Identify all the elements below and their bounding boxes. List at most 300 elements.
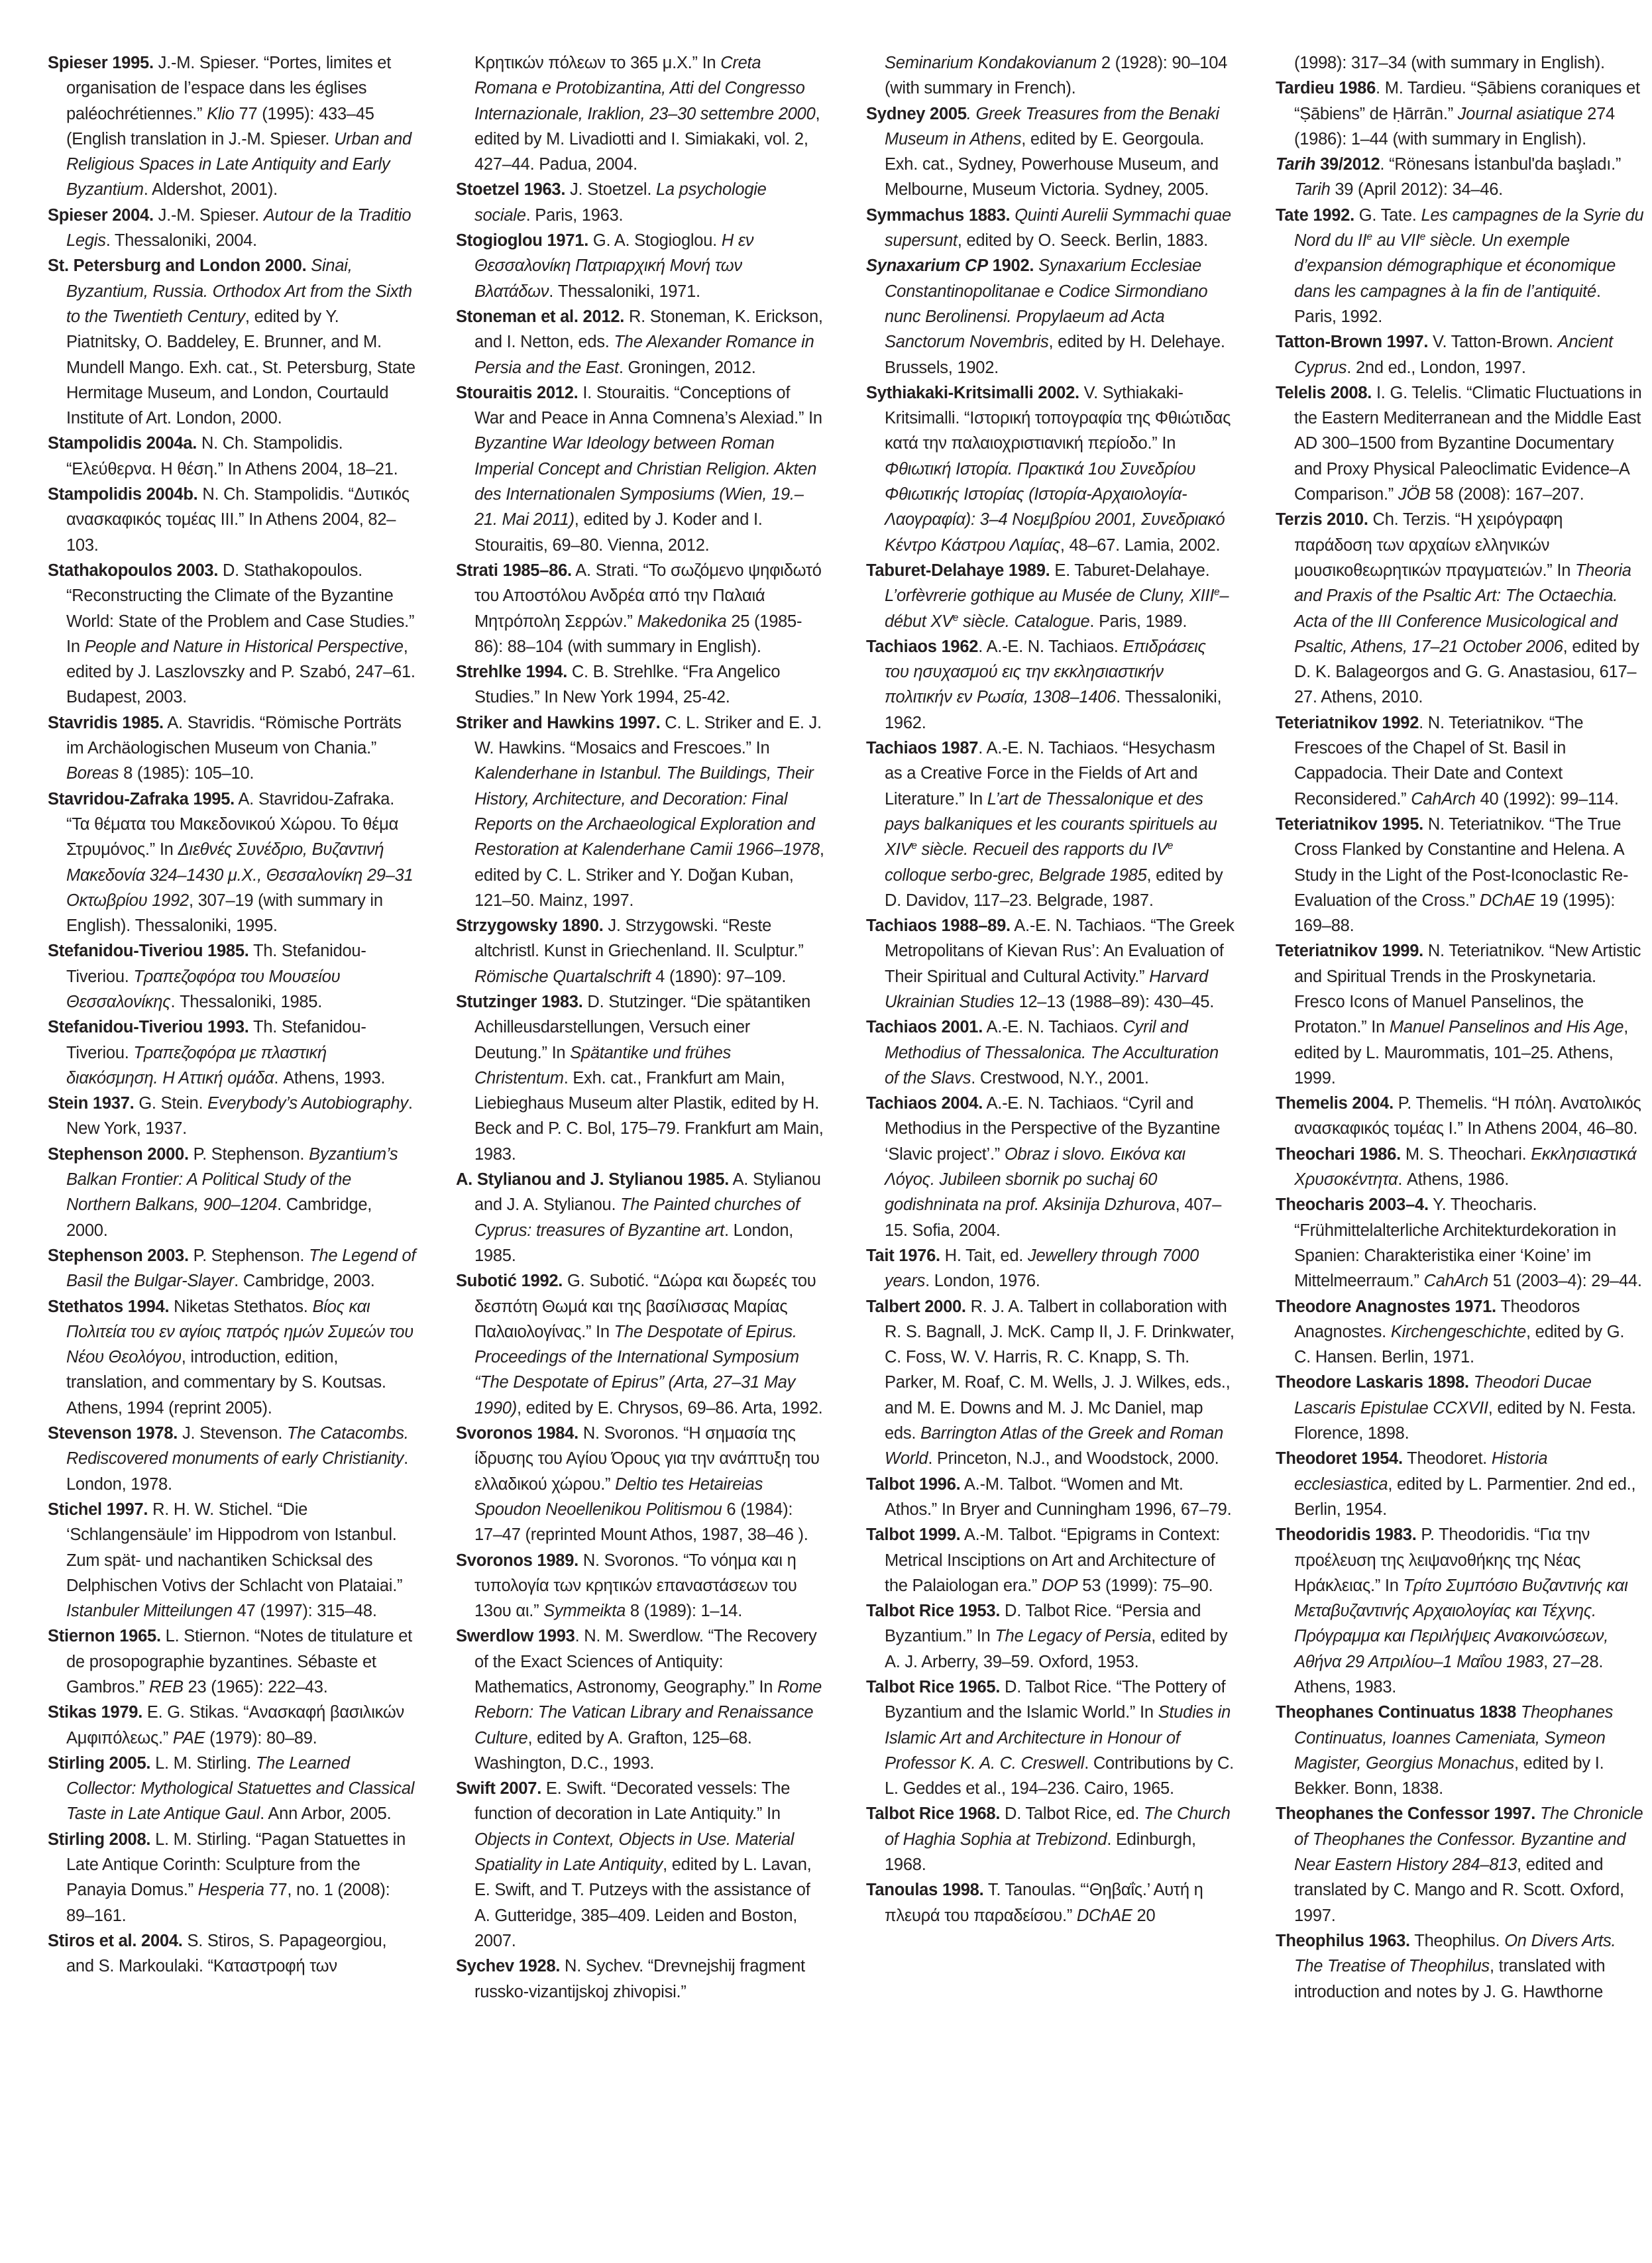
entry-key: Theophanes the Confessor 1997. bbox=[1276, 1804, 1536, 1824]
italic-title: PAE bbox=[172, 1728, 205, 1747]
italic-title: Η εν Θεσσαλονίκη Πατριαρχική Μονή των Βλατάδων bbox=[474, 231, 754, 301]
bibliography-entry-continuation bbox=[1276, 50, 1644, 76]
entry-text: 19 (1995): 169–88. bbox=[1294, 891, 1616, 936]
superscript: e bbox=[911, 840, 917, 852]
entry-text: Theophilus. bbox=[1409, 1931, 1505, 1950]
entry-text: I. G. Telelis. “Climatic Fluctuations in the Eastern Mediterranean and the Middle East AD 300–1500 from Byzantine Documentary and Proxy Physical Paleoclimatic Evidence–A Comparison.” bbox=[1294, 383, 1642, 504]
entry-text: A.-M. Talbot. “Epigrams in Context: Metrical Insciptions on Art and Architecture of the Palaiologan era.” bbox=[885, 1525, 1221, 1595]
italic-title: Byzantine War Ideology between Roman Imperial Concept and Christian Religion. Akten des Internationalen Symposiums (Wien, 19.–21. Mai 2011) bbox=[474, 434, 817, 529]
entry-text: J. Strzygowski. “Reste altchristl. Kunst in Griechenland. II. Sculptur.” bbox=[474, 916, 804, 961]
entry-text: P. Stephenson. bbox=[188, 1144, 309, 1164]
bibliography-entry bbox=[866, 1015, 1235, 1091]
italic-title: Rome Reborn: The Vatican Library and Renaissance Culture bbox=[474, 1678, 822, 1747]
italic-title: The Legend of Basil the Bulgar-Slayer bbox=[66, 1246, 416, 1291]
bibliography-column-1 bbox=[48, 50, 416, 1979]
bibliography-entry bbox=[48, 1497, 416, 1624]
italic-title: Studies in Islamic Art and Architecture in Honour of Professor K. A. C. Creswell bbox=[885, 1703, 1231, 1773]
entry-text: , introduction, edition, translation, and commentary by S. Koutsas. Athens, 1994 (reprint 2005). bbox=[66, 1348, 386, 1417]
entry-key: Talbot Rice 1968. bbox=[866, 1804, 1001, 1824]
bibliography-entry bbox=[1276, 380, 1644, 507]
entry-key: St. Petersburg and London 2000. bbox=[48, 256, 307, 276]
entry-text: 53 (1999): 75–90. bbox=[1077, 1576, 1213, 1595]
entry-text: N. Svoronos. “Το νόημα και η τυπολογία των κρητικών επαναστάσεων του 13ου αι.” bbox=[474, 1551, 797, 1621]
entry-text: A.-E. N. Tachiaos. “The Greek Metropolitans of Kievan Rus’: An Evaluation of Their Spiritual and Cultural Activity.” bbox=[885, 916, 1235, 986]
bibliography-column-4 bbox=[1276, 50, 1644, 2005]
entry-key: Stampolidis 2004a. bbox=[48, 434, 197, 453]
italic-title: CahArch bbox=[1423, 1272, 1488, 1291]
entry-key: Tachiaos 2001. bbox=[866, 1018, 983, 1037]
bibliography-entry bbox=[456, 1167, 824, 1268]
bibliography-entry bbox=[1276, 203, 1644, 329]
entry-text: N. Ch. Stampolidis. “Δυτικός ανασκαφικός τομέας III.” In Athens 2004, 82–103. bbox=[66, 485, 410, 555]
entry-text: , 407–15. Sofia, 2004. bbox=[885, 1195, 1222, 1240]
bibliography-entry bbox=[48, 1700, 416, 1751]
entry-text: , edited by O. Seeck. Berlin, 1883. bbox=[957, 231, 1208, 250]
bibliography-entry bbox=[1276, 1700, 1644, 1801]
bibliography-entry bbox=[1276, 1801, 1644, 1928]
italic-title: siècle. Un exemple d’expansion démographique et économique dans les campagnes à la fin de l’antiquité bbox=[1294, 231, 1616, 301]
entry-key: Tait 1976. bbox=[866, 1246, 940, 1265]
entry-text: L. M. Stirling. bbox=[150, 1753, 256, 1773]
italic-title: The Legacy of Persia bbox=[995, 1627, 1152, 1646]
entry-key: Stavridis 1985. bbox=[48, 713, 164, 732]
bibliography-entry bbox=[456, 913, 824, 989]
entry-text: M. S. Theochari. bbox=[1401, 1144, 1531, 1164]
entry-text: . Cambridge, 2003. bbox=[234, 1272, 375, 1291]
superscript: e bbox=[1214, 586, 1220, 598]
entry-text: , 307–19 (with summary in English). Thessaloniki, 1995. bbox=[66, 891, 383, 936]
entry-text: , edited by Y. Piatnitsky, O. Baddeley, E. Brunner, and M. Mundell Mango. Exh. cat., St. Petersburg, State Hermitage Museum, and London, Courtauld Institute of Art. London, 2000. bbox=[66, 307, 415, 428]
bibliography-entry-continuation bbox=[866, 50, 1235, 101]
bibliography-entry-continuation bbox=[456, 50, 824, 177]
bibliography-entry bbox=[1276, 812, 1644, 938]
entry-text: , edited by A. Grafton, 125–68. Washington, D.C., 1993. bbox=[474, 1728, 752, 1773]
entry-text: D. Stutzinger. “Die spätantiken Achilleusdarstellungen, Versuch einer Deutung.” In bbox=[474, 992, 811, 1062]
entry-text: 47 (1997): 315–48. bbox=[232, 1602, 377, 1621]
entry-key: Tachiaos 1987 bbox=[866, 739, 979, 758]
entry-key: Terzis 2010. bbox=[1276, 510, 1368, 529]
entry-text: , edited by A. J. Arberry, 39–59. Oxford, 1953. bbox=[885, 1627, 1228, 1671]
italic-title: Boreas bbox=[66, 764, 119, 783]
entry-text: L. Stiernon. “Notes de titulature et de prosopographie byzantines. Sébaste et Gambros.” bbox=[66, 1627, 412, 1696]
entry-text: , edited by N. Festa. Florence, 1898. bbox=[1294, 1398, 1636, 1443]
entry-key: Theodore Anagnostes 1971. bbox=[1276, 1297, 1496, 1316]
bibliography-entry bbox=[456, 1421, 824, 1547]
italic-title: DChAE bbox=[1076, 1906, 1132, 1925]
entry-key: Sychev 1928. bbox=[456, 1957, 561, 1976]
italic-title: The Church of Haghia Sophia at Trebizond bbox=[885, 1804, 1231, 1849]
entry-text: , edited by H. Delehaye. Brussels, 1902. bbox=[885, 333, 1225, 377]
bibliography-entry bbox=[456, 1548, 824, 1624]
bibliography-entry bbox=[866, 253, 1235, 380]
italic-title: Istanbuler Mitteilungen bbox=[66, 1602, 233, 1621]
italic-title: Kirchengeschichte bbox=[1390, 1322, 1526, 1341]
entry-key: Stampolidis 2004b. bbox=[48, 485, 198, 504]
entry-key: Striker and Hawkins 1997. bbox=[456, 713, 661, 732]
entry-text: . A.-E. N. Tachiaos. bbox=[978, 637, 1123, 656]
entry-key: Theochari 1986. bbox=[1276, 1144, 1402, 1164]
entry-text: . Athens, 1986. bbox=[1398, 1170, 1510, 1189]
entry-text: A.-E. N. Tachiaos. bbox=[983, 1018, 1123, 1037]
entry-key: Spieser 2004. bbox=[48, 205, 154, 225]
italic-title: Spätantike und frühes Christentum bbox=[474, 1043, 732, 1087]
entry-text: , edited by J. Laszlovszky and P. Szabó, 247–61. Budapest, 2003. bbox=[66, 637, 415, 707]
entry-text: , translated with introduction and notes by J. G. Hawthorne bbox=[1294, 1957, 1606, 2001]
italic-title: Deltio tes Hetaireias Spoudon Neoellenikou Politismou bbox=[474, 1474, 763, 1519]
entry-text: . New York, 1937. bbox=[66, 1094, 413, 1138]
italic-title: Theophanes Continuatus, Ioannes Cameniata, Symeon Magister, Georgius Monachus bbox=[1294, 1703, 1614, 1773]
italic-title: Creta Romana e Protobizantina, Atti del Congresso Internazionale, Iraklion, 23–30 settembre 2000 bbox=[474, 54, 816, 123]
italic-title: Manuel Panselinos and His Age bbox=[1389, 1018, 1624, 1037]
entry-text: T. Tanoulas. “‘Θηβαΐς.’ Αυτή η πλευρά του παραδείσου.” bbox=[885, 1881, 1203, 1925]
entry-key-italic: Tarih bbox=[1276, 155, 1316, 174]
italic-title: Seminarium Kondakovianum bbox=[885, 54, 1097, 72]
italic-title: DOP bbox=[1041, 1576, 1078, 1595]
entry-text: , edited by L. Lavan, E. Swift, and T. Putzeys with the assistance of A. Gutteridge, 385–409. Leiden and Boston, 2007. bbox=[474, 1855, 812, 1950]
entry-text: Th. Stefanidou-Tiveriou. bbox=[66, 1018, 366, 1062]
italic-title: Επιδράσεις του ησυχασμού εις την εκκλησιαστικήν πολιτικήν εν Ρωσία, 1308–1406 bbox=[885, 637, 1206, 707]
entry-text: , edited by L. Maurommatis, 101–25. Athens, 1999. bbox=[1294, 1018, 1629, 1087]
italic-title: –début XV bbox=[885, 586, 1229, 631]
entry-key: Swerdlow 1993 bbox=[456, 1627, 575, 1646]
italic-title: Synaxarium Ecclesiae Constantinopolitanae e Codice Sirmondiano nunc Berolinensi. Propylaeum ad Acta Sanctorum Novembris bbox=[885, 256, 1208, 352]
entry-text: V. Sythiakaki-Kritsimalli. “Ιστορική τοπογραφία της Φθιώτιδας κατά την παλαιοχριστιανική περίοδο.” In bbox=[885, 383, 1231, 453]
entry-key: Tardieu 1986 bbox=[1276, 79, 1376, 98]
italic-title: Urban and Religious Spaces in Late Antiquity and Early Byzantium bbox=[66, 129, 412, 199]
italic-title: The Painted churches of Cyprus: treasures of Byzantine art bbox=[474, 1195, 800, 1240]
italic-title: Makedonika bbox=[637, 612, 727, 631]
entry-text: P. Theodoridis. “Για την προέλευση της λειψανοθήκης της Νέας Ηράκλειας.” In bbox=[1294, 1525, 1590, 1595]
bibliography-entry bbox=[48, 1928, 416, 1979]
entry-text: 25 (1985-86): 88–104 (with summary in English). bbox=[474, 612, 802, 656]
entry-text: G. A. Stogioglou. bbox=[588, 231, 722, 250]
entry-text: . London, 1978. bbox=[66, 1449, 408, 1494]
entry-key: Tachiaos 1962 bbox=[866, 637, 979, 656]
bibliography-entry bbox=[48, 50, 416, 203]
italic-title: Harvard Ukrainian Studies bbox=[885, 967, 1209, 1011]
italic-title: Historia ecclesiastica bbox=[1294, 1449, 1548, 1494]
entry-key: Symmachus 1883. bbox=[866, 205, 1011, 225]
entry-text: . Thessaloniki, 1985. bbox=[170, 992, 323, 1011]
entry-key: Stefanidou-Tiveriou 1985. bbox=[48, 942, 249, 961]
italic-title: The Despotate of Epirus. Proceedings of the International Symposium “The Despotate of Epirus” (Arta, 27–31 May 1990) bbox=[474, 1322, 799, 1417]
entry-key: Taburet-Delahaye 1989. bbox=[866, 561, 1050, 580]
entry-text: , 27–28. Athens, 1983. bbox=[1294, 1652, 1604, 1696]
entry-text: , edited by I. Bekker. Bonn, 1838. bbox=[1294, 1753, 1604, 1798]
entry-text: D. Talbot Rice. “The Pottery of Byzantium and the Islamic World.” In bbox=[885, 1678, 1226, 1722]
bibliography-entry bbox=[456, 1624, 824, 1776]
entry-text: , edited by M. Livadiotti and I. Simiakaki, vol. 2, 427–44. Padua, 2004. bbox=[474, 104, 820, 174]
italic-title: Theodori Ducae Lascaris Epistulae CCXVII bbox=[1294, 1373, 1592, 1417]
italic-title: Διεθνές Συνέδριο, Βυζαντινή Μακεδονία 324–1430 μ.Χ., Θεσσαλονίκη 29–31 Οκτωβρίου 1992 bbox=[66, 840, 413, 910]
entry-text: . Aldershot, 2001). bbox=[143, 180, 278, 199]
entry-text: A.-E. N. Tachiaos. “Cyril and Methodius in the Perspective of the Byzantine ‘Slavic project’.” bbox=[885, 1094, 1221, 1164]
entry-key: Stutzinger 1983. bbox=[456, 992, 583, 1011]
entry-text: 39 (April 2012): 34–46. bbox=[1330, 180, 1504, 199]
entry-key: Stiernon 1965. bbox=[48, 1627, 161, 1646]
entry-key: Stoetzel 1963. bbox=[456, 180, 566, 199]
italic-title: Objects in Context, Objects in Use. Material Spatiality in Late Antiquity bbox=[474, 1830, 795, 1875]
entry-text: Th. Stefanidou-Tiveriou. bbox=[66, 942, 366, 986]
italic-title: Tarih bbox=[1294, 180, 1331, 199]
entry-text: . Princeton, N.J., and Woodstock, 2000. bbox=[928, 1449, 1219, 1468]
entry-text: . Ann Arbor, 2005. bbox=[260, 1804, 392, 1824]
entry-key: Stoneman et al. 2012. bbox=[456, 307, 625, 326]
italic-title: Quinti Aurelii Symmachi quae supersunt bbox=[885, 205, 1231, 250]
entry-text: . Groningen, 2012. bbox=[618, 358, 756, 377]
entry-text: . Paris, 1989. bbox=[1089, 612, 1187, 631]
bibliography-entry bbox=[48, 938, 416, 1015]
entry-key-italic: Synaxarium CP bbox=[866, 256, 988, 276]
bibliography-entry bbox=[1276, 1192, 1644, 1294]
entry-text: J.-M. Spieser. bbox=[153, 205, 264, 225]
italic-title: CahArch bbox=[1411, 789, 1476, 808]
bibliography-entry bbox=[1276, 710, 1644, 812]
entry-key: Swift 2007. bbox=[456, 1779, 542, 1798]
entry-key: Svoronos 1989. bbox=[456, 1551, 578, 1570]
entry-text: J. Stoetzel. bbox=[565, 180, 656, 199]
entry-text: . “Rönesans İstanbul'da başladı.” bbox=[1380, 155, 1622, 174]
bibliography-entry bbox=[456, 380, 824, 558]
entry-text: , edited by E. Chrysos, 69–86. Arta, 1992. bbox=[516, 1398, 823, 1417]
entry-key: Strati 1985–86. bbox=[456, 561, 572, 580]
entry-key: Stouraitis 2012. bbox=[456, 383, 578, 402]
entry-text: A. Stavridis. “Römische Porträts im Archäologischen Museum von Chania.” bbox=[66, 713, 402, 758]
bibliography-entry bbox=[1276, 1142, 1644, 1193]
entry-text: N. Svoronos. “Η σημασία της ίδρυσης του Αγίου Όρους για την ανάπτυξη του ελλαδικού χώρου.” bbox=[474, 1424, 820, 1494]
bibliography-entry bbox=[1276, 1522, 1644, 1700]
entry-text: C. L. Striker and E. J. W. Hawkins. “Mosaics and Frescoes.” In bbox=[474, 713, 822, 758]
entry-text: (1979): 80–89. bbox=[205, 1728, 317, 1747]
italic-title: The Chronicle of Theophanes the Confessor. Byzantine and Near Eastern History 284–813 bbox=[1294, 1804, 1643, 1875]
entry-key: Teteriatnikov 1999. bbox=[1276, 942, 1423, 961]
italic-title: Everybody’s Autobiography bbox=[207, 1094, 408, 1113]
entry-key: Sythiakaki-Kritsimalli 2002. bbox=[866, 383, 1079, 402]
italic-title: Φθιωτική Ιστορία. Πρακτικά 1ου Συνεδρίου Φθιωτικής Ιστορίας (Ιστορία-Αρχαιολογία-Λαογραφία): 3–4 Νοεμβρίου 2001, Συνεδριακό Κέντρο Κάστρου Λαμίας bbox=[885, 459, 1225, 555]
bibliography-entry bbox=[866, 101, 1235, 203]
entry-key: Stethatos 1994. bbox=[48, 1297, 170, 1316]
entry-text: . Thessaloniki, 1971. bbox=[549, 282, 700, 301]
italic-title: Byzantium’s Balkan Frontier: A Political Study of the Northern Balkans, 900–1204 bbox=[66, 1144, 398, 1215]
entry-key: Talbot 1996. bbox=[866, 1474, 961, 1494]
entry-text: L. M. Stirling. “Pagan Statuettes in Late Antique Corinth: Sculpture from the Panayia Domus.” bbox=[66, 1830, 406, 1900]
bibliography-entry bbox=[48, 1421, 416, 1497]
bibliography-entry bbox=[1276, 1294, 1644, 1370]
italic-title: Barrington Atlas of the Greek and Roman World bbox=[885, 1424, 1224, 1468]
italic-title: colloque serbo-grec, Belgrade 1985 bbox=[885, 865, 1147, 885]
entry-text: 58 (2008): 167–207. bbox=[1430, 485, 1584, 504]
entry-text: Theodoros Anagnostes. bbox=[1294, 1297, 1580, 1341]
bibliography-entry bbox=[456, 710, 824, 913]
bibliography-entry bbox=[866, 1675, 1235, 1801]
italic-title: siècle. Catalogue bbox=[958, 612, 1090, 631]
entry-text: , edited by L. Parmentier. 2nd ed., Berlin, 1954. bbox=[1294, 1474, 1636, 1519]
bibliography-entry bbox=[456, 304, 824, 380]
superscript: e bbox=[1167, 840, 1174, 852]
entry-text: R. Stoneman, K. Erickson, and I. Netton, eds. bbox=[474, 307, 823, 352]
bibliography-entry bbox=[48, 482, 416, 558]
entry-text: G. Stein. bbox=[134, 1094, 208, 1113]
entry-text: Niketas Stethatos. bbox=[169, 1297, 313, 1316]
entry-text: , edited by J. Koder and I. Stouraitis, 69–80. Vienna, 2012. bbox=[474, 510, 763, 555]
entry-text: C. B. Strehlke. “Fra Angelico Studies.” In New York 1994, 25-42. bbox=[474, 663, 781, 707]
entry-text: N. Sychev. “Drevnejshij fragment russko-vizantijskoj zhivopisi.” bbox=[474, 1957, 805, 2001]
entry-text: , edited by E. Georgoula. Exh. cat., Sydney, Powerhouse Museum, and Melbourne, Museum Victoria. Sydney, 2005. bbox=[885, 129, 1219, 199]
entry-text: 12–13 (1988–89): 430–45. bbox=[1014, 992, 1215, 1011]
entry-text: . M. Tardieu. “Ṣābiens coraniques et “Ṣābiens” de Ḥārrān.” bbox=[1294, 79, 1640, 123]
superscript: e bbox=[1419, 231, 1425, 243]
entry-key: Teteriatnikov 1992 bbox=[1276, 713, 1419, 732]
bibliography-entry bbox=[456, 228, 824, 304]
italic-title: . Greek Treasures from the Benaki Museum in Athens bbox=[885, 104, 1219, 148]
bibliography-entry bbox=[48, 1751, 416, 1827]
entry-key: Tachiaos 2004. bbox=[866, 1094, 983, 1113]
bibliography-column-2 bbox=[456, 50, 824, 2005]
entry-text: . Paris, 1963. bbox=[525, 205, 624, 225]
entry-key: Tanoulas 1998. bbox=[866, 1881, 984, 1900]
entry-text: . N. Teteriatnikov. “The Frescoes of the Chapel of St. Basil in Cappadocia. Their Date and Context Reconsidered.” bbox=[1294, 713, 1584, 808]
italic-title: au VII bbox=[1372, 231, 1420, 250]
entry-key: Theophanes Continuatus 1838 bbox=[1276, 1703, 1517, 1722]
entry-key: Teteriatnikov 1995. bbox=[1276, 814, 1423, 834]
italic-title: DChAE bbox=[1479, 891, 1535, 910]
entry-text: 4 (1890): 97–109. bbox=[651, 967, 787, 986]
entry-key: Svoronos 1984. bbox=[456, 1424, 578, 1443]
entry-text: , edited and translated by C. Mango and R. Scott. Oxford, 1997. bbox=[1294, 1855, 1624, 1925]
entry-text: . London, 1985. bbox=[474, 1221, 794, 1265]
entry-text: Ch. Terzis. “Η χειρόγραφη παράδοση των αρχαίων ελληνικών μουσικοθεωρητικών πραγματειών.” In bbox=[1294, 510, 1575, 580]
italic-title: Kalenderhane in Istanbul. The Buildings, Their History, Architecture, and Decoration: Final Reports on the Archaeological Exploration and Restoration at Kalenderhane Camii 1966–1978 bbox=[474, 764, 820, 859]
entry-text: , 48–67. Lamia, 2002. bbox=[1060, 535, 1221, 555]
entry-key: Theodore Laskaris 1898. bbox=[1276, 1373, 1469, 1392]
italic-title: Journal asiatique bbox=[1457, 104, 1583, 123]
italic-title: On Divers Arts. The Treatise of Theophilus bbox=[1294, 1931, 1616, 1976]
entry-text: . A.-E. N. Tachiaos. “Hesychasm as a Creative Force in the Fields of Art and Literature.” In bbox=[885, 739, 1215, 808]
entry-key: Stirling 2008. bbox=[48, 1830, 151, 1849]
entry-key: Telelis 2008. bbox=[1276, 383, 1372, 402]
bibliography-column-3 bbox=[866, 50, 1235, 1928]
italic-title: Ancient Cyprus bbox=[1294, 333, 1613, 377]
entry-text: . Crestwood, N.Y., 2001. bbox=[971, 1068, 1149, 1087]
entry-text: J.-M. Spieser. “Portes, limites et organisation de l’espace dans les églises paléochrétiennes.” bbox=[66, 54, 392, 123]
bibliography-entry bbox=[1276, 152, 1644, 203]
entry-text: 77, no. 1 (2008): 89–161. bbox=[66, 1881, 390, 1925]
entry-text: A. Strati. “Το σωζόμενο ψηφιδωτό του Αποστόλου Ανδρέα από την Παλαιά Μητρόπολη Σερρών.” bbox=[474, 561, 822, 631]
bibliography-entry bbox=[1276, 1928, 1644, 2005]
italic-title: L’orfèvrerie gothique au Musée de Cluny, XIII bbox=[885, 586, 1215, 606]
entry-text: 51 (2003–4): 29–44. bbox=[1488, 1272, 1642, 1291]
bibliography-entry bbox=[866, 203, 1235, 254]
entry-key: Theocharis 2003–4. bbox=[1276, 1195, 1429, 1215]
entry-text: 8 (1985): 105–10. bbox=[119, 764, 254, 783]
entry-text: . Edinburgh, 1968. bbox=[885, 1830, 1196, 1875]
entry-text: 6 (1984): 17–47 (reprinted Mount Athos, 1987, 38–46 ). bbox=[474, 1500, 808, 1545]
entry-text: D. Stathakopoulos. “Reconstructing the Climate of the Byzantine World: State of the Problem and Case Studies.” In bbox=[66, 561, 415, 656]
bibliography-entry bbox=[866, 634, 1235, 736]
entry-text: G. Subotić. “Δώρα και δωρεές του δεσπότη Θωμά και της βασίλισσας Μαρίας Παλαιολογίνας.” In bbox=[474, 1272, 816, 1341]
bibliography-entry bbox=[1276, 76, 1644, 152]
italic-title: L’art de Thessalonique et des pays balkaniques et les courants spirituels au XIV bbox=[885, 789, 1217, 859]
bibliography-entry bbox=[866, 1243, 1235, 1294]
italic-title: Les campagnes de la Syrie du Nord du II bbox=[1294, 205, 1644, 250]
entry-text: P. Themelis. “Η πόλη. Ανατολικός ανασκαφικός τομέας I.” In Athens 2004, 46–80. bbox=[1294, 1094, 1641, 1138]
superscript: e bbox=[1366, 231, 1372, 243]
entry-text: . Exh. cat., Frankfurt am Main, Liebieghaus Museum alter Plastik, edited by H. Beck and P. C. Bol, 175–79. Frankfurt am Main, 1983. bbox=[474, 1068, 824, 1164]
entry-text: V. Tatton-Brown. bbox=[1428, 333, 1558, 352]
italic-title: Klio bbox=[207, 104, 235, 123]
italic-title: People and Nature in Historical Perspective bbox=[84, 637, 404, 656]
entry-text: (1998): 317–34 (with summary in English). bbox=[1294, 54, 1605, 72]
entry-key: Talbot Rice 1965. bbox=[866, 1678, 1001, 1696]
bibliography-entry bbox=[48, 253, 416, 431]
entry-key: Strehlke 1994. bbox=[456, 663, 568, 682]
entry-key: Stephenson 2003. bbox=[48, 1246, 189, 1265]
entry-text: I. Stouraitis. “Conceptions of War and Peace in Anna Comnena’s Alexiad.” In bbox=[474, 383, 822, 428]
entry-text: D. Talbot Rice. “Persia and Byzantium.” In bbox=[885, 1602, 1201, 1646]
bibliography-entry bbox=[48, 1294, 416, 1421]
entry-text: . Athens, 1993. bbox=[274, 1068, 386, 1087]
bibliography-entry bbox=[866, 1294, 1235, 1472]
entry-text: Theodoret. bbox=[1402, 1449, 1492, 1468]
bibliography-entry bbox=[866, 1522, 1235, 1598]
entry-key: A. Stylianou and J. Stylianou 1985. bbox=[456, 1170, 730, 1189]
bibliography-entry bbox=[48, 203, 416, 254]
italic-title: Obraz i slovo. Εικόνα και Λόγος. Jubileen sbornik po suchaj 60 godishninata na prof. Aksinija Dzhurova bbox=[885, 1144, 1185, 1215]
bibliography-entry bbox=[866, 1472, 1235, 1523]
bibliography-entry bbox=[456, 1776, 824, 1954]
entry-text: . Cambridge, 2000. bbox=[66, 1195, 372, 1240]
entry-key: Talbert 2000. bbox=[866, 1297, 966, 1316]
italic-title: Symmeikta bbox=[543, 1602, 626, 1621]
entry-text: A. Stylianou and J. A. Stylianou. bbox=[474, 1170, 821, 1215]
entry-text: , edited by G. C. Hansen. Berlin, 1971. bbox=[1294, 1322, 1625, 1367]
italic-title: siècle. Recueil des rapports du IV bbox=[916, 840, 1168, 859]
entry-text: 40 (1992): 99–114. bbox=[1475, 789, 1619, 808]
entry-text: , edited by D. Davidov, 117–23. Belgrade, 1987. bbox=[885, 865, 1223, 910]
entry-text: N. Teteriatnikov. “The True Cross Flanked by Constantine and Helena. A Study in the Light of the Post-Iconoclastic Re-Evaluation of the Cross.” bbox=[1294, 814, 1629, 910]
bibliography-entry bbox=[456, 989, 824, 1167]
entry-text: R. J. A. Talbert in collaboration with R. S. Bagnall, J. McK. Camp II, J. F. Drinkwater, C. Foss, W. V. Harris, R. C. Knapp, S. Th. Parker, M. Roaf, C. M. Wells, J. J. Wilkes, eds., and M. E. Downs and M. J. Mc Daniel, map eds. bbox=[885, 1297, 1235, 1443]
bibliography-entry bbox=[866, 1091, 1235, 1243]
bibliography-entry bbox=[456, 1268, 824, 1421]
entry-key: Tatton-Brown 1997. bbox=[1276, 333, 1429, 352]
italic-title: Autour de la Traditio Legis bbox=[66, 205, 412, 250]
italic-title: Theoria and Praxis of the Psaltic Art: The Octaechia. Acta of the III Conference Musicological and Psaltic, Athens, 17–21 October 2006 bbox=[1294, 561, 1631, 656]
entry-text: A.-M. Talbot. “Women and Mt. Athos.” In Bryer and Cunningham 1996, 67–79. bbox=[885, 1474, 1232, 1519]
bibliography-entry bbox=[48, 1142, 416, 1243]
bibliography-entry bbox=[48, 431, 416, 482]
entry-text: 274 (1986): 1–44 (with summary in English). bbox=[1294, 104, 1615, 148]
entry-key: Sydney 2005 bbox=[866, 104, 967, 123]
bibliography-entry bbox=[48, 1243, 416, 1294]
italic-title: The Alexander Romance in Persia and the East bbox=[474, 333, 814, 377]
bibliography-entry bbox=[866, 736, 1235, 913]
entry-text: . Thessaloniki, 1962. bbox=[885, 688, 1222, 732]
bibliography-entry bbox=[456, 1954, 824, 2005]
entry-key: Spieser 1995. bbox=[48, 54, 154, 72]
italic-title: Τρίτο Συμπόσιο Βυζαντινής και Μεταβυζαντινής Αρχαιολογίας και Τέχνης. Πρόγραμμα και Περιλήψεις Ανακοινώσεων, Αθήνα 29 Απριλίου–1 Μαΐου 1983 bbox=[1294, 1576, 1628, 1671]
italic-title: Hesperia bbox=[197, 1881, 264, 1900]
entry-text: A. Stavridou-Zafraka. “Τα θέματα του Μακεδονικού Χώρου. Το θέμα Στρυμόνος.” In bbox=[66, 789, 399, 859]
entry-key: Stogioglou 1971. bbox=[456, 231, 589, 250]
entry-key: Stephenson 2000. bbox=[48, 1144, 189, 1164]
bibliography-entry bbox=[866, 1801, 1235, 1877]
entry-text: . N. M. Swerdlow. “The Recovery of the Exact Sciences of Antiquity: Mathematics, Astronomy, Geography.” In bbox=[474, 1627, 817, 1696]
entry-text: D. Talbot Rice, ed. bbox=[1000, 1804, 1144, 1824]
italic-title: Τραπεζοφόρα του Μουσείου Θεσσαλονίκης bbox=[66, 967, 341, 1011]
entry-key: Theophilus 1963. bbox=[1276, 1931, 1410, 1950]
entry-key: Stein 1937. bbox=[48, 1094, 135, 1113]
